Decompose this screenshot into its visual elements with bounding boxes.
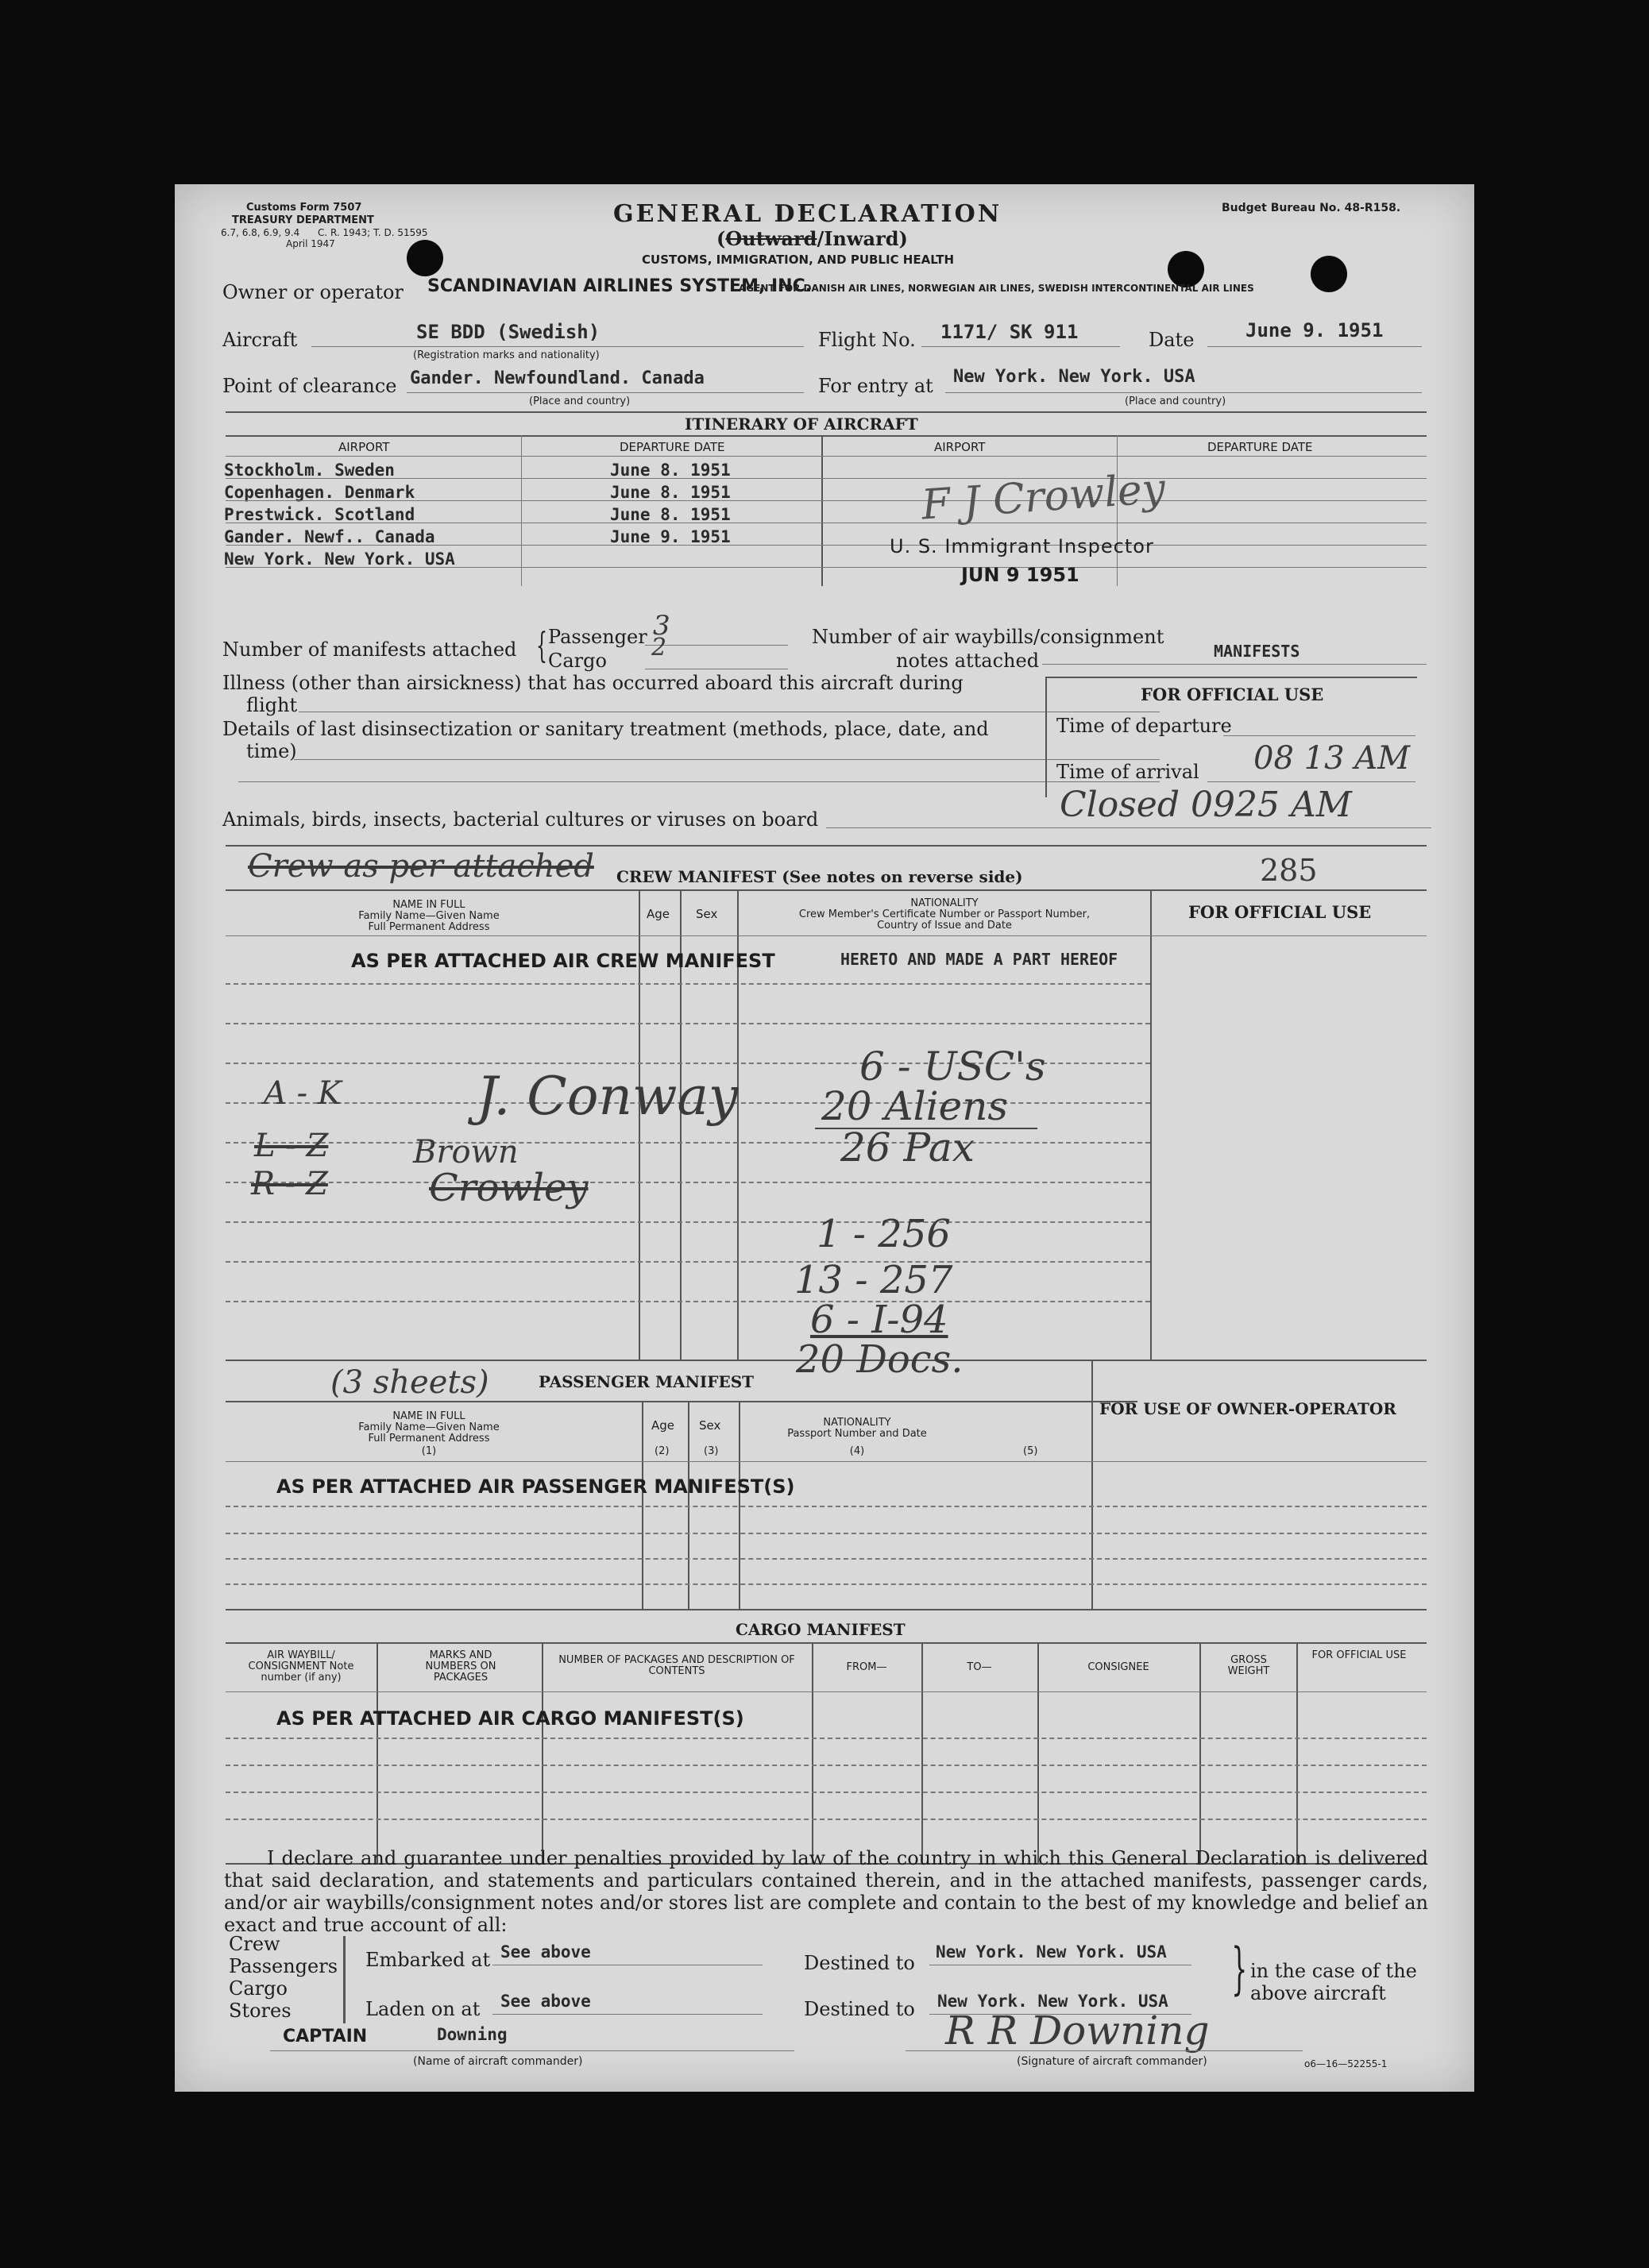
captain-signature: R R Downing xyxy=(945,2008,1210,2054)
passenger-handwritten-note: (3 sheets) xyxy=(330,1364,489,1401)
passenger-col-sex-num: (3) xyxy=(704,1445,719,1457)
disinsect-label: Details of last disinsectization or sanitary treatment (methods, place, date, and xyxy=(222,718,989,740)
rule xyxy=(294,759,1160,760)
declaration-list-passengers: Passengers xyxy=(229,1955,338,1977)
rule xyxy=(826,827,1431,828)
laden-label: Laden on at xyxy=(365,1998,481,2020)
rule xyxy=(226,411,1427,413)
passenger-col-name-3: Full Permanent Address xyxy=(368,1433,490,1444)
owner-label: Owner or operator xyxy=(222,281,404,303)
rule xyxy=(542,1642,543,1863)
rule xyxy=(821,435,823,586)
passenger-typed: AS PER ATTACHED AIR PASSENGER MANIFEST(S) xyxy=(276,1475,795,1498)
cargo-typed: AS PER ATTACHED AIR CARGO MANIFEST(S) xyxy=(276,1707,744,1730)
embarked-label: Embarked at xyxy=(365,1949,491,1971)
destined-label-1: Destined to xyxy=(804,1952,915,1974)
rule xyxy=(226,1765,1427,1766)
form-number: Customs Form 7507 xyxy=(246,202,362,214)
rule xyxy=(226,983,1150,985)
itinerary-airport: Prestwick. Scotland xyxy=(224,505,415,524)
itinerary-date: June 9. 1951 xyxy=(610,527,731,546)
rule xyxy=(226,1182,1150,1183)
cargo-count-label: Cargo xyxy=(548,650,607,672)
rule xyxy=(1223,735,1415,736)
form-title: GENERAL DECLARATION xyxy=(613,200,1002,228)
rule xyxy=(812,1642,813,1863)
budget-number: Budget Bureau No. 48-R158. xyxy=(1222,202,1401,214)
passenger-col-nationality-2: Passport Number and Date xyxy=(787,1428,927,1440)
declaration-text: I declare and guarantee under penalties provided by law of the country in which this General Declaration is delivered that said declaration, and statements and particulars contained therein, and in the attached manifests, passenger cards, and/or air waybills/consignment notes and/or stores list are complete and contain to the best of my knowledge and belief an exact and true account of all: xyxy=(224,1847,1428,1936)
crew-col-nationality: NATIONALITY xyxy=(910,897,979,909)
closed-time: Closed 0925 AM xyxy=(1060,785,1352,825)
rule xyxy=(1037,1642,1039,1863)
cargo-col-weight: GROSS WEIGHT xyxy=(1227,1654,1270,1677)
owner-operator-use: FOR USE OF OWNER-OPERATOR xyxy=(1099,1399,1396,1418)
brace: { xyxy=(536,626,547,666)
crew-col-official: FOR OFFICIAL USE xyxy=(1188,902,1372,922)
rule xyxy=(226,1142,1150,1144)
laden-value: See above xyxy=(500,1992,591,2011)
rule xyxy=(688,1401,689,1609)
itinerary-airport: Stockholm. Sweden xyxy=(224,461,395,480)
cargo-col-marks: MARKS AND NUMBERS ON PACKAGES xyxy=(425,1649,496,1684)
punch-hole xyxy=(407,240,443,276)
rule xyxy=(226,845,1427,847)
declaration-list-stores: Stores xyxy=(229,2000,292,2022)
rule xyxy=(492,2014,763,2015)
rule xyxy=(226,1583,1427,1585)
cargo-col-packages: NUMBER OF PACKAGES AND DESCRIPTION OF CONTENTS xyxy=(558,1654,795,1677)
entry-value: New York. New York. USA xyxy=(953,367,1195,387)
rule xyxy=(739,1401,740,1609)
inspector-signature: F J Crowley xyxy=(920,465,1167,530)
crew-col-sex: Sex xyxy=(696,907,718,921)
crew-col-nationality-2: Crew Member's Certificate Number or Passport Number, xyxy=(798,908,1091,920)
waybill-label-2: notes attached xyxy=(896,650,1040,672)
rule xyxy=(226,1558,1427,1560)
rule xyxy=(226,1691,1427,1692)
rule xyxy=(521,435,522,586)
declaration-form xyxy=(175,184,1474,2092)
rule xyxy=(921,1642,923,1863)
aircraft-label: Aircraft xyxy=(222,329,298,351)
crew-hw-initials-2: L - Z xyxy=(254,1128,329,1164)
rule xyxy=(238,781,1160,782)
date-value: June 9. 1951 xyxy=(1245,319,1384,341)
rule xyxy=(1207,781,1415,782)
entry-caption: (Place and country) xyxy=(1125,395,1226,407)
print-code: o6—16—52255-1 xyxy=(1304,2058,1388,2069)
signature-caption: (Signature of aircraft commander) xyxy=(1017,2055,1207,2068)
declaration-list-cargo: Cargo xyxy=(229,1977,288,2000)
rule xyxy=(226,1301,1150,1302)
crew-hw-line: 20 Aliens xyxy=(821,1083,1009,1129)
rule xyxy=(226,1642,1427,1644)
form-subtitle: CUSTOMS, IMMIGRATION, AND PUBLIC HEALTH xyxy=(642,253,955,267)
flight-label: Flight No. xyxy=(818,329,916,351)
passenger-col-age-num: (2) xyxy=(655,1445,670,1457)
passenger-col-nationality-num: (4) xyxy=(849,1445,865,1457)
crew-typed-right: HERETO AND MADE A PART HEREOF xyxy=(840,950,1118,969)
crew-hw-signature-3: Crowley xyxy=(429,1166,589,1210)
rule xyxy=(1296,1642,1298,1863)
rule xyxy=(226,500,1427,501)
inspector-stamp-title: U. S. Immigrant Inspector xyxy=(890,535,1154,557)
passenger-col-age: Age xyxy=(651,1418,675,1433)
rule xyxy=(377,1642,378,1863)
crew-hw-line: 26 Pax xyxy=(840,1124,975,1171)
rule xyxy=(945,392,1422,393)
crew-hw-signature-1: J. Conway xyxy=(477,1066,739,1127)
crew-hw-line: 13 - 257 xyxy=(794,1258,953,1302)
crew-number: 285 xyxy=(1260,853,1318,888)
rule xyxy=(226,1609,1427,1610)
declaration-list-crew: Crew xyxy=(229,1933,280,1955)
captain-caption: (Name of aircraft commander) xyxy=(413,2055,583,2068)
clearance-label: Point of clearance xyxy=(222,375,397,397)
clearance-caption: (Place and country) xyxy=(529,395,631,407)
passenger-manifest-title: PASSENGER MANIFEST xyxy=(539,1372,755,1391)
regulations-date: April 1947 xyxy=(286,238,335,249)
itinerary-date: June 8. 1951 xyxy=(610,483,731,502)
rule xyxy=(226,935,1427,936)
itinerary-title: ITINERARY OF AIRCRAFT xyxy=(685,415,918,434)
illness-label-2: flight xyxy=(246,694,298,716)
illness-label: Illness (other than airsickness) that has occurred aboard this aircraft during xyxy=(222,672,964,694)
itinerary-date: June 8. 1951 xyxy=(610,505,731,524)
crew-col-age: Age xyxy=(647,907,670,921)
cargo-col-from: FROM— xyxy=(846,1661,887,1673)
destined-value-1: New York. New York. USA xyxy=(936,1942,1167,1961)
punch-hole xyxy=(1311,256,1347,292)
brace: } xyxy=(1231,1936,1248,2001)
rule xyxy=(226,1221,1150,1223)
crew-typed-left: AS PER ATTACHED AIR CREW MANIFEST xyxy=(351,950,775,972)
owner-value: SCANDINAVIAN AIRLINES SYSTEM, INC. xyxy=(427,276,813,296)
waybill-label: Number of air waybills/consignment xyxy=(812,626,1164,648)
aircraft-value: SE BDD (Swedish) xyxy=(416,321,601,343)
destined-value-2: New York. New York. USA xyxy=(937,1992,1168,2011)
rule xyxy=(1042,664,1427,665)
rule xyxy=(226,1533,1427,1534)
crew-hw-line: 1 - 256 xyxy=(817,1212,951,1256)
crew-hw-line: 20 Docs. xyxy=(796,1337,964,1382)
regulations: 6.7, 6.8, 6.9, 9.4 xyxy=(221,227,300,238)
crew-handwritten-note: Crew as per attached xyxy=(248,848,594,885)
manifests-label: Number of manifests attached xyxy=(222,638,517,661)
passenger-col-name-2: Family Name—Given Name xyxy=(358,1421,500,1433)
passenger-col-5: (5) xyxy=(1023,1445,1038,1457)
rule xyxy=(226,1738,1427,1739)
destined-label-2: Destined to xyxy=(804,1998,915,2020)
disinsect-label-2: time) xyxy=(246,740,297,762)
cargo-col-waybill: AIR WAYBILL/ CONSIGNMENT Note number (if any) xyxy=(248,1649,354,1684)
date-label: Date xyxy=(1149,329,1195,351)
cargo-col-to: TO— xyxy=(967,1661,992,1673)
itinerary-col-airport: AIRPORT xyxy=(338,440,390,454)
direction-line: (Outward/Inward) xyxy=(716,227,908,250)
passenger-col-sex: Sex xyxy=(699,1418,721,1433)
crew-hw-line: 6 - I-94 xyxy=(810,1298,948,1342)
rule xyxy=(226,1819,1427,1820)
official-use-title: FOR OFFICIAL USE xyxy=(1141,685,1324,704)
time-of-arrival-label: Time of arrival xyxy=(1056,761,1199,783)
case-text-2: above aircraft xyxy=(1250,1982,1386,2004)
captain-label: CAPTAIN xyxy=(283,2027,368,2046)
crew-col-name-3: Full Permanent Address xyxy=(368,921,490,933)
rule xyxy=(1199,1642,1201,1863)
itinerary-date: June 8. 1951 xyxy=(610,461,731,480)
passenger-count-value: 3 xyxy=(653,610,670,642)
crew-hw-initials-1: A - K xyxy=(264,1075,342,1112)
itinerary-col-airport-2: AIRPORT xyxy=(934,440,986,454)
case-text-1: in the case of the xyxy=(1250,1960,1417,1982)
rule xyxy=(226,545,1427,546)
itinerary-col-departure: DEPARTURE DATE xyxy=(620,440,725,454)
crew-manifest-title: CREW MANIFEST (See notes on reverse side) xyxy=(616,867,1023,886)
department: TREASURY DEPARTMENT xyxy=(232,214,374,226)
rule xyxy=(1207,346,1422,347)
rule xyxy=(226,889,1427,891)
passenger-col-nationality: NATIONALITY xyxy=(823,1417,891,1429)
captain-value: Downing xyxy=(437,2025,508,2044)
rule xyxy=(343,1936,346,2023)
time-of-arrival-value: 08 13 AM xyxy=(1253,740,1411,777)
passenger-count-label: Passenger xyxy=(548,626,647,648)
rule xyxy=(226,456,1427,457)
rule xyxy=(226,1792,1427,1793)
flight-value: 1171/ SK 911 xyxy=(940,321,1079,343)
rule xyxy=(226,567,1427,568)
owner-agent: AGENT FOR DANISH AIR LINES, NORWEGIAN AIR LINES, SWEDISH INTERCONTINENTAL AIR LINES xyxy=(739,283,1254,294)
cargo-col-official: FOR OFFICIAL USE xyxy=(1311,1649,1407,1661)
animals-label: Animals, birds, insects, bacterial cultures or viruses on board xyxy=(222,808,819,831)
rule xyxy=(1150,889,1152,1360)
passenger-col-name-num: (1) xyxy=(421,1445,437,1457)
clearance-value: Gander. Newfoundland. Canada xyxy=(410,368,705,388)
rule xyxy=(1091,1360,1093,1609)
embarked-value: See above xyxy=(500,1942,591,1961)
cargo-col-consignee: CONSIGNEE xyxy=(1087,1661,1149,1673)
itinerary-airport: New York. New York. USA xyxy=(224,550,455,569)
crew-hw-initials-3: R - Z xyxy=(251,1166,328,1202)
rule xyxy=(226,1261,1150,1263)
rule xyxy=(226,435,1427,437)
rule xyxy=(226,1461,1427,1462)
aircraft-caption: (Registration marks and nationality) xyxy=(413,349,600,361)
itinerary-col-departure-2: DEPARTURE DATE xyxy=(1207,440,1313,454)
crew-hw-line: 6 - USC's xyxy=(859,1043,1046,1090)
itinerary-airport: Copenhagen. Denmark xyxy=(224,483,415,502)
rule xyxy=(311,346,804,347)
time-of-departure-label: Time of departure xyxy=(1056,715,1232,737)
rule xyxy=(270,2050,794,2051)
rule xyxy=(226,1401,1137,1402)
rule xyxy=(226,1023,1150,1024)
rule xyxy=(407,392,804,393)
cargo-count-value: 2 xyxy=(651,634,667,662)
crew-col-name: NAME IN FULL xyxy=(392,899,465,911)
crew-col-nationality-3: Country of Issue and Date xyxy=(877,920,1012,932)
rule xyxy=(921,346,1120,347)
waybill-value: MANIFESTS xyxy=(1214,642,1300,661)
regulations-td: C. R. 1943; T. D. 51595 xyxy=(318,227,428,238)
itinerary-airport: Gander. Newf.. Canada xyxy=(224,527,435,546)
inspector-stamp-date: JUN 9 1951 xyxy=(961,564,1079,586)
cargo-manifest-title: CARGO MANIFEST xyxy=(736,1620,906,1639)
rule xyxy=(226,1506,1427,1507)
rule xyxy=(906,2050,1303,2051)
passenger-col-name: NAME IN FULL xyxy=(392,1410,465,1422)
crew-col-name-2: Family Name—Given Name xyxy=(358,910,500,922)
entry-label: For entry at xyxy=(818,375,933,397)
rule xyxy=(226,478,1427,479)
crew-hw-signature-2: Brown xyxy=(413,1134,519,1171)
rule xyxy=(642,1401,643,1609)
